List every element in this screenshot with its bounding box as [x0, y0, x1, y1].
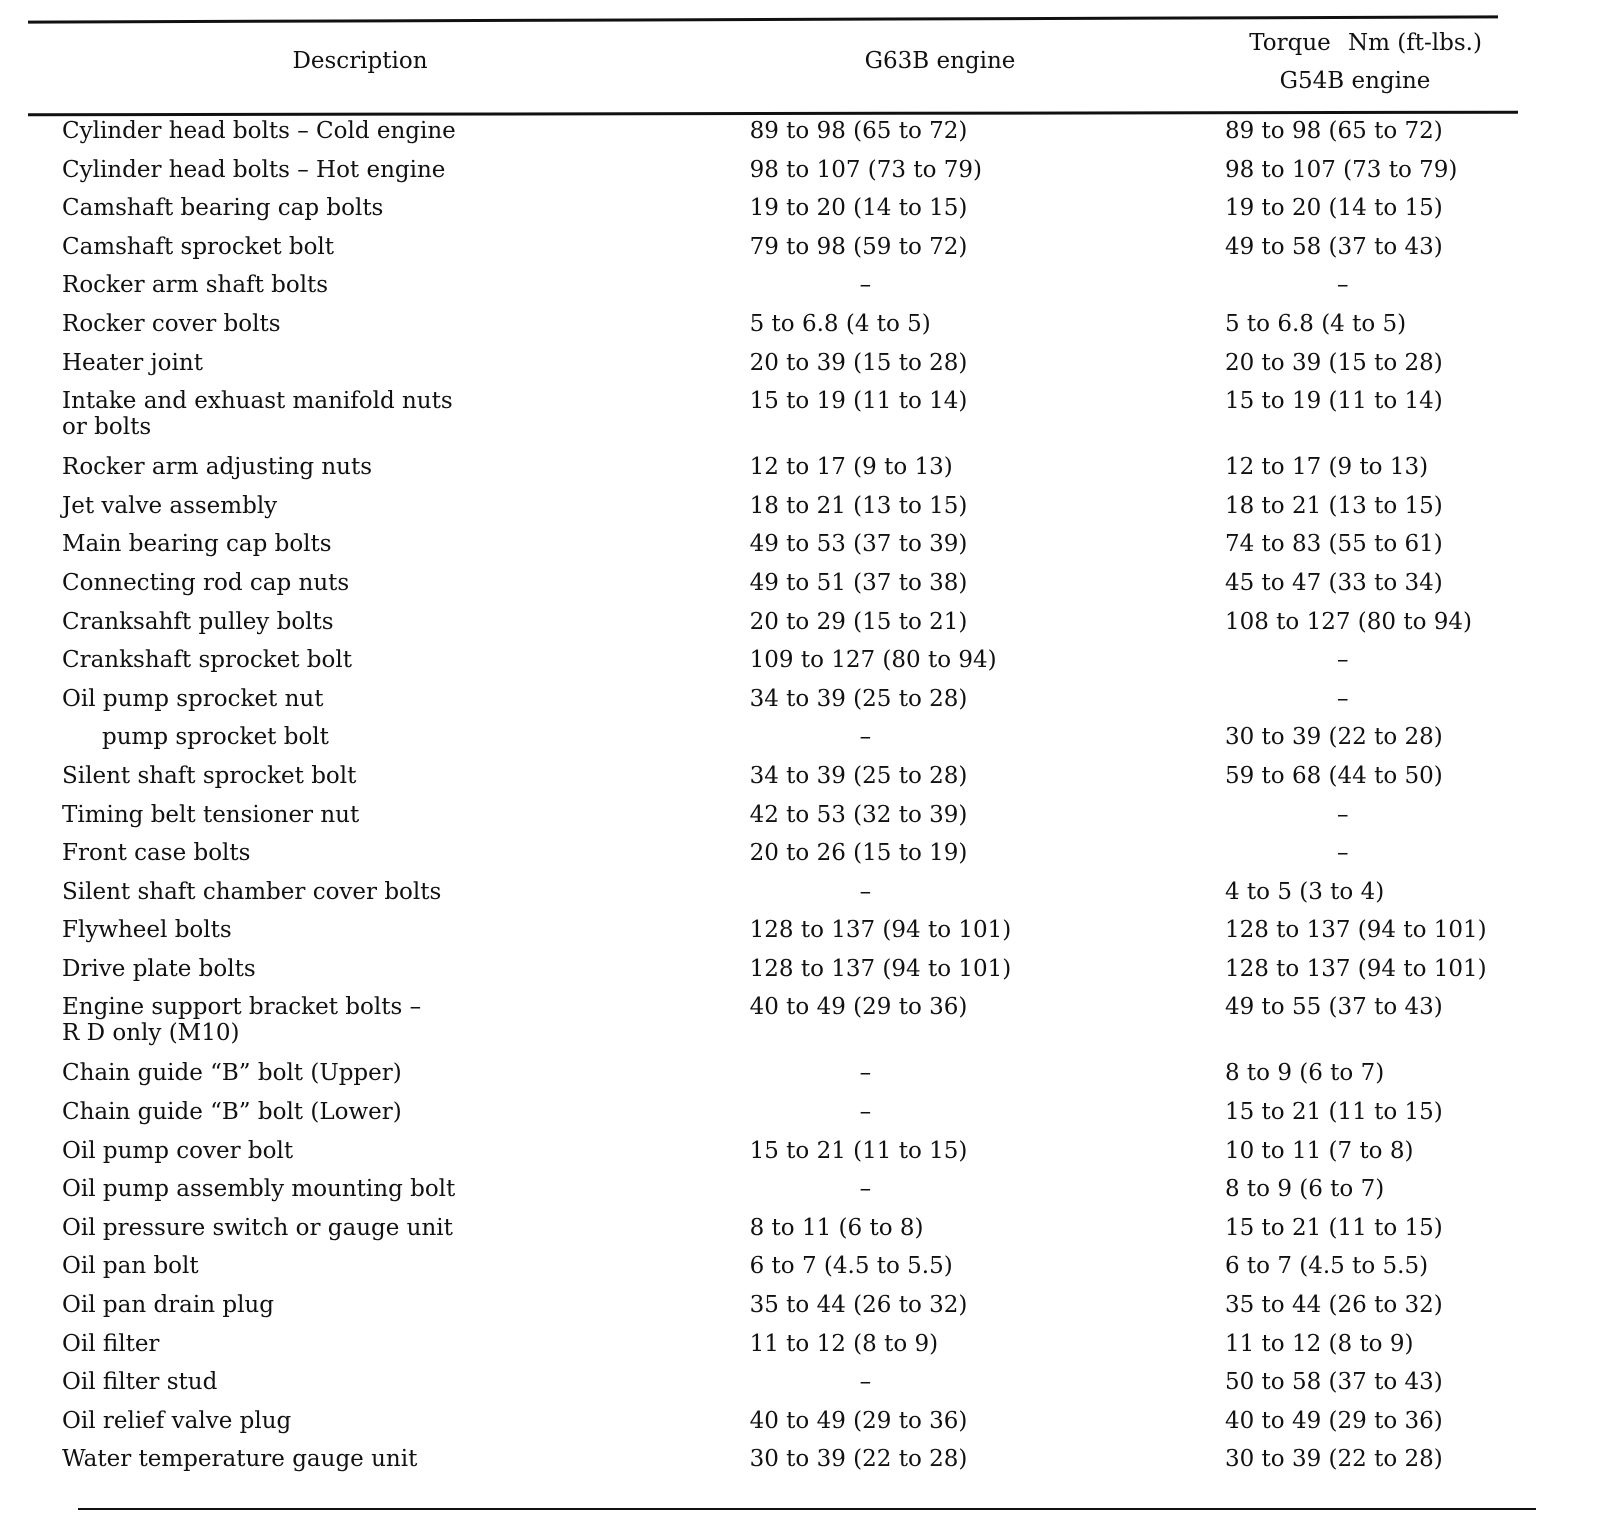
row-g63b-value: 18 to 21 (13 to 15) [749, 492, 968, 519]
row-description-text: Silent shaft sprocket bolt [62, 762, 357, 789]
row-description-text: Silent shaft chamber cover bolts [62, 878, 442, 905]
row-description-text: Cranksahft pulley bolts [62, 608, 334, 635]
row-g54b-value: 15 to 19 (11 to 14) [1224, 388, 1443, 415]
torque-table [0, 118, 1600, 1485]
row-g63b-value: 6 to 7 (4.5 to 5.5) [749, 1253, 953, 1280]
row-g54b-value: – [1336, 272, 1349, 299]
row-description-text: Main bearing cap bolts [62, 531, 332, 558]
row-g54b-value: 20 to 39 (15 to 28) [1224, 349, 1443, 376]
row-g54b-value: 6 to 7 (4.5 to 5.5) [1224, 1253, 1429, 1280]
header-units: Nm (ft-lbs.) [1348, 30, 1482, 56]
table-row [0, 1138, 1600, 1177]
table-row [0, 917, 1600, 956]
table-row [0, 531, 1600, 570]
row-g54b-value: 98 to 107 (73 to 79) [1224, 156, 1458, 183]
row-g54b-value: – [1336, 647, 1349, 674]
row-description-text: Chain guide “B” bolt (Upper) [62, 1060, 402, 1087]
row-g63b-value: – [859, 1176, 872, 1203]
row-description [0, 879, 750, 918]
row-g54b-value: 108 to 127 (80 to 94) [1224, 608, 1472, 635]
row-g54b-value: 15 to 21 (11 to 15) [1224, 1214, 1443, 1241]
row-g63b-value: 19 to 20 (14 to 15) [749, 195, 968, 222]
row-description-text: Rocker arm adjusting nuts [62, 454, 373, 481]
table-row [0, 1253, 1600, 1292]
table-row [0, 493, 1600, 532]
row-g63b-value: 34 to 39 (25 to 28) [749, 685, 968, 712]
row-description-text: Cylinder head bolts – Cold engine [62, 118, 456, 144]
row-description [0, 1292, 750, 1331]
row-description-text: Jet valve assembly [62, 492, 278, 519]
row-description [0, 272, 750, 311]
row-g54b-value: 19 to 20 (14 to 15) [1224, 195, 1443, 222]
row-g54b-value: 10 to 11 (7 to 8) [1224, 1137, 1414, 1164]
row-description-text: Oil pressure switch or gauge unit [62, 1214, 453, 1241]
row-g63b-value: – [859, 1369, 872, 1396]
row-description [0, 531, 750, 570]
row-g63b-value: 15 to 21 (11 to 15) [749, 1137, 968, 1164]
row-description [0, 763, 750, 802]
row-description [0, 1446, 750, 1485]
table-row [0, 272, 1600, 311]
row-g54b-value: – [1336, 840, 1349, 867]
row-description [0, 1408, 750, 1447]
row-g54b-value: 89 to 98 (65 to 72) [1224, 118, 1443, 144]
table-row [0, 1408, 1600, 1447]
table-row [0, 311, 1600, 350]
row-g54b-value: 8 to 9 (6 to 7) [1224, 1060, 1385, 1087]
row-g63b-value: 98 to 107 (73 to 79) [749, 156, 982, 183]
row-description [0, 994, 750, 1060]
row-g63b-value: 34 to 39 (25 to 28) [749, 762, 968, 789]
row-g63b-value: 89 to 98 (65 to 72) [749, 118, 968, 144]
table-row [0, 647, 1600, 686]
row-description-text: Oil relief valve plug [62, 1407, 292, 1434]
row-description-text: Cylinder head bolts – Hot engine [62, 156, 446, 183]
row-g54b-value: 8 to 9 (6 to 7) [1224, 1176, 1385, 1203]
row-description-text: Chain guide “B” bolt (Lower) [62, 1099, 402, 1126]
table-row [0, 994, 1600, 1060]
row-g54b-value: 15 to 21 (11 to 15) [1224, 1099, 1443, 1126]
row-description-text: Camshaft sprocket bolt [62, 233, 335, 260]
table-row [0, 234, 1600, 273]
row-description-text: Engine support bracket bolts – R D only (M10) [62, 994, 422, 1047]
row-g54b-value: 18 to 21 (13 to 15) [1224, 492, 1443, 519]
row-description [0, 1331, 750, 1370]
row-description [0, 350, 750, 389]
table-row [0, 350, 1600, 389]
table-row [0, 454, 1600, 493]
row-description [0, 1138, 750, 1177]
row-g54b-value: 35 to 44 (26 to 32) [1224, 1292, 1443, 1319]
row-description [0, 1215, 750, 1254]
header-torque: Torque [1249, 30, 1331, 56]
row-g63b-value: 49 to 53 (37 to 39) [749, 531, 968, 558]
table-row [0, 724, 1600, 763]
row-description-text: Rocker arm shaft bolts [62, 272, 329, 299]
row-description [0, 195, 750, 234]
header-g54b-engine: G54B engine [1279, 68, 1431, 94]
row-description-text: pump sprocket bolt [102, 724, 329, 751]
row-g54b-value: 4 to 5 (3 to 4) [1224, 878, 1385, 905]
row-g63b-value: 40 to 49 (29 to 36) [749, 1407, 968, 1434]
row-description [0, 1060, 750, 1099]
table-row [0, 388, 1600, 454]
table-row [0, 802, 1600, 841]
row-description-text: Heater joint [62, 349, 203, 376]
row-g54b-value: 5 to 6.8 (4 to 5) [1224, 310, 1407, 337]
row-g63b-value: – [859, 878, 872, 905]
row-description-text: Oil filter [62, 1330, 160, 1357]
row-g63b-value: 11 to 12 (8 to 9) [749, 1330, 939, 1357]
row-description [0, 311, 750, 350]
row-g63b-value: 42 to 53 (32 to 39) [749, 801, 968, 828]
top-rule [28, 15, 1498, 23]
torque-table-body [0, 118, 1600, 1485]
header-g63b-engine: G63B engine [864, 48, 1016, 74]
row-description-text: Oil pump sprocket nut [62, 685, 324, 712]
row-description [0, 118, 750, 157]
table-row [0, 956, 1600, 995]
bottom-rule [78, 1508, 1536, 1510]
row-g63b-value: 5 to 6.8 (4 to 5) [749, 310, 931, 337]
table-row [0, 1446, 1600, 1485]
row-g63b-value: – [859, 1099, 872, 1126]
row-g63b-value: 30 to 39 (22 to 28) [749, 1446, 968, 1473]
row-description-text: Rocker cover bolts [62, 310, 281, 337]
row-g63b-value: 79 to 98 (59 to 72) [749, 233, 968, 260]
row-g63b-value: 49 to 51 (37 to 38) [749, 569, 968, 596]
row-g54b-value: 128 to 137 (94 to 101) [1224, 955, 1487, 982]
table-row [0, 840, 1600, 879]
row-g54b-value: 11 to 12 (8 to 9) [1224, 1330, 1414, 1357]
table-row [0, 157, 1600, 196]
row-description [0, 724, 750, 763]
table-row [0, 118, 1600, 157]
row-g63b-value: 12 to 17 (9 to 13) [749, 454, 953, 481]
row-g54b-value: 50 to 58 (37 to 43) [1224, 1369, 1443, 1396]
row-description [0, 1369, 750, 1408]
row-description-text: Oil pump cover bolt [62, 1137, 294, 1164]
table-row [0, 1292, 1600, 1331]
row-g63b-value: 109 to 127 (80 to 94) [749, 647, 997, 674]
row-g63b-value: – [859, 272, 872, 299]
table-row [0, 1099, 1600, 1138]
row-description [0, 802, 750, 841]
row-g63b-value: 128 to 137 (94 to 101) [749, 955, 1012, 982]
row-g63b-value: 35 to 44 (26 to 32) [749, 1292, 968, 1319]
row-description-text: Connecting rod cap nuts [62, 569, 350, 596]
row-g63b-value: – [859, 724, 872, 751]
table-row [0, 1060, 1600, 1099]
row-description [0, 917, 750, 956]
row-g54b-value: 49 to 58 (37 to 43) [1224, 233, 1443, 260]
table-row [0, 879, 1600, 918]
row-description [0, 388, 750, 454]
row-description [0, 840, 750, 879]
table-row [0, 1176, 1600, 1215]
row-description-text: Crankshaft sprocket bolt [62, 647, 352, 674]
row-description-text: Drive plate bolts [62, 955, 256, 982]
table-row [0, 686, 1600, 725]
row-description [0, 1099, 750, 1138]
row-g54b-value: 59 to 68 (44 to 50) [1224, 762, 1443, 789]
table-row [0, 609, 1600, 648]
row-g54b-value: 74 to 83 (55 to 61) [1224, 531, 1443, 558]
row-g63b-value: 20 to 26 (15 to 19) [749, 840, 968, 867]
row-g54b-value: 49 to 55 (37 to 43) [1224, 994, 1443, 1021]
row-description [0, 157, 750, 196]
row-description [0, 234, 750, 273]
row-description [0, 1176, 750, 1215]
row-description-text: Front case bolts [62, 840, 251, 867]
header-rule [28, 111, 1518, 117]
row-g54b-value: – [1336, 685, 1349, 712]
row-g54b-value: 30 to 39 (22 to 28) [1224, 1446, 1443, 1473]
row-description-text: Flywheel bolts [62, 917, 232, 944]
row-description [0, 570, 750, 609]
table-row [0, 195, 1600, 234]
row-description-text: Timing belt tensioner nut [62, 801, 360, 828]
row-description [0, 686, 750, 725]
row-g54b-value: 40 to 49 (29 to 36) [1224, 1407, 1443, 1434]
row-g63b-value: 40 to 49 (29 to 36) [749, 994, 968, 1021]
row-description-text: Oil pump assembly mounting bolt [62, 1176, 456, 1203]
row-g63b-value: 20 to 29 (15 to 21) [749, 608, 968, 635]
table-row [0, 1215, 1600, 1254]
row-description-text: Oil filter stud [62, 1369, 218, 1396]
table-row [0, 570, 1600, 609]
row-description [0, 454, 750, 493]
row-g63b-value: 8 to 11 (6 to 8) [749, 1214, 924, 1241]
row-g54b-value: 128 to 137 (94 to 101) [1224, 917, 1487, 944]
row-description [0, 493, 750, 532]
row-description [0, 647, 750, 686]
row-description-text: Oil pan bolt [62, 1253, 199, 1280]
row-g63b-value: – [859, 1060, 872, 1087]
row-g54b-value: 30 to 39 (22 to 28) [1224, 724, 1443, 751]
row-g63b-value: 15 to 19 (11 to 14) [749, 388, 968, 415]
row-g63b-value: 20 to 39 (15 to 28) [749, 349, 968, 376]
row-description-text: Camshaft bearing cap bolts [62, 195, 384, 222]
row-description-text: Intake and exhuast manifold nuts or bolts [62, 388, 453, 441]
row-description [0, 956, 750, 995]
row-g54b-value: 12 to 17 (9 to 13) [1224, 454, 1429, 481]
table-row [0, 1369, 1600, 1408]
row-g54b-value: – [1336, 801, 1349, 828]
header-description: Description [292, 48, 428, 74]
table-row [0, 1331, 1600, 1370]
row-g54b-value: 45 to 47 (33 to 34) [1224, 569, 1443, 596]
row-description-text: Oil pan drain plug [62, 1292, 274, 1319]
row-description-text: Water temperature gauge unit [62, 1446, 418, 1473]
row-description [0, 1253, 750, 1292]
row-g63b-value: 128 to 137 (94 to 101) [749, 917, 1012, 944]
row-description [0, 609, 750, 648]
table-row [0, 763, 1600, 802]
